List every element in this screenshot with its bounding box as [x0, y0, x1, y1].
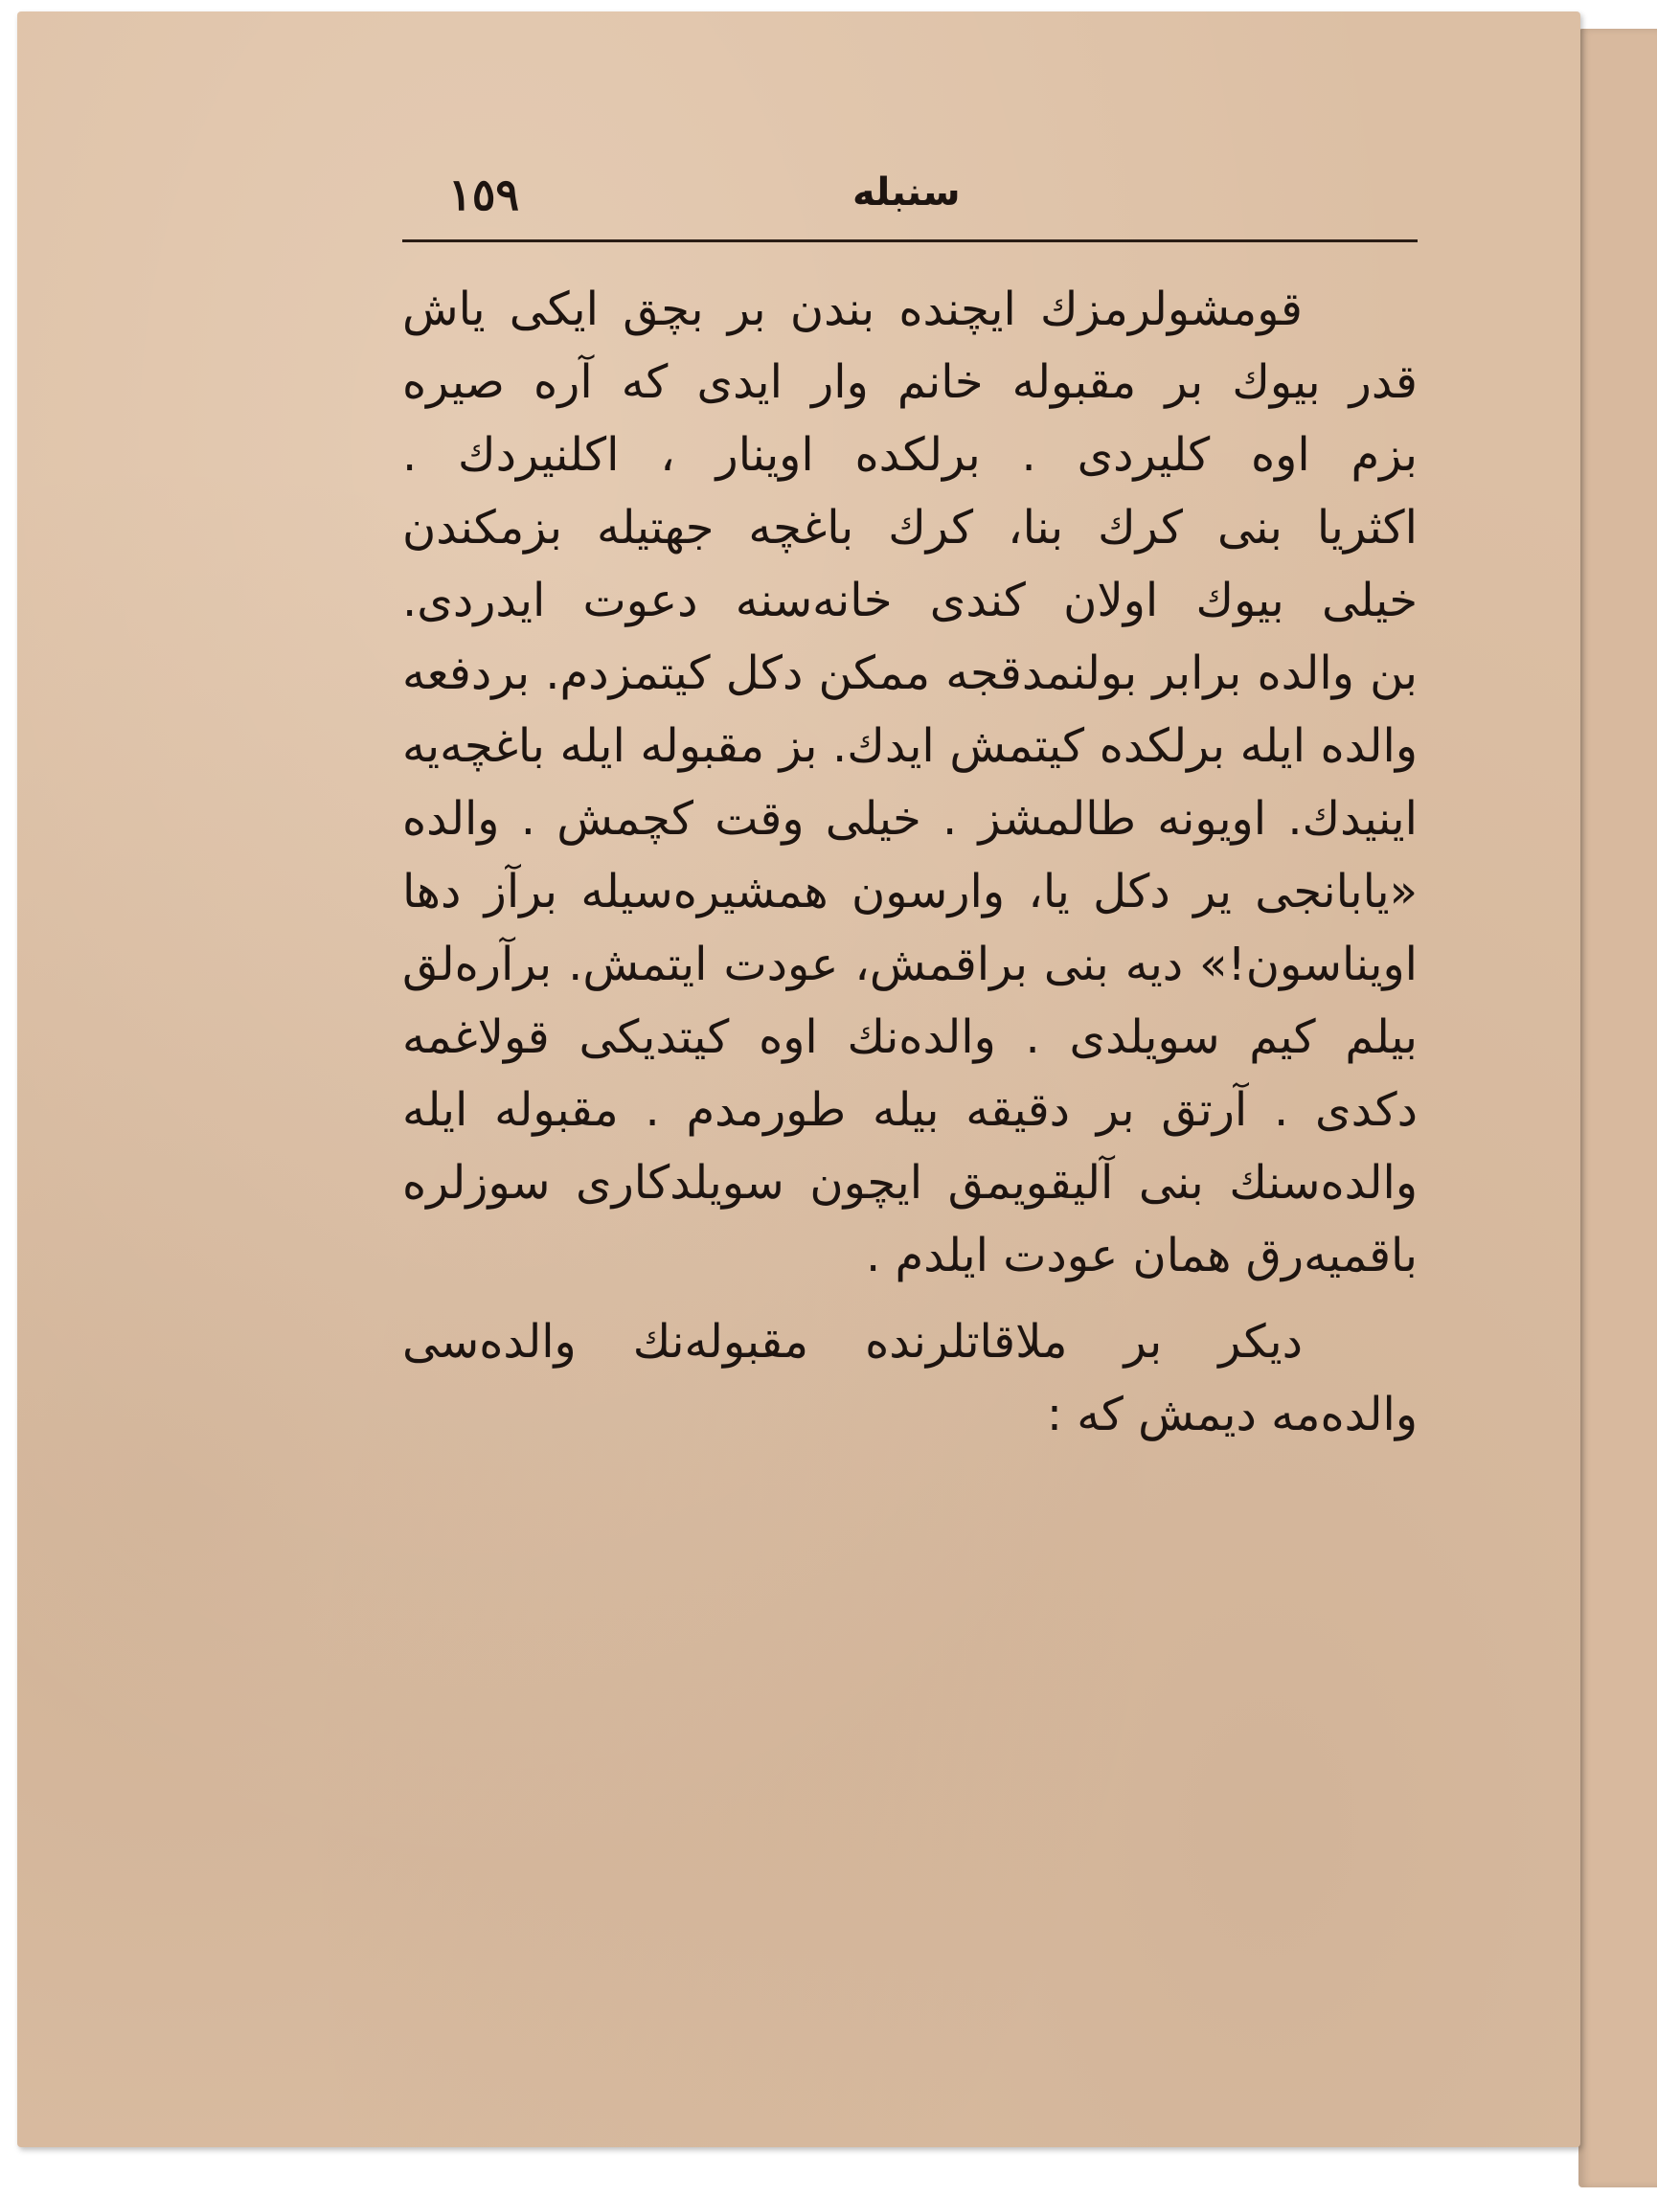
text-line: قدر بیوك بر مقبوله خانم وار ایدی كه آره صیره — [402, 355, 1418, 409]
text-line: اویناسون!» دیه بنی براقمش، عودت ایتمش. برآره‌لق — [402, 938, 1418, 991]
text-line: اینیدك. اویونه طالمشز . خیلی وقت كچمش . والده — [402, 792, 1418, 846]
text-line: دكدی . آرتق بر دقیقه بیله طورمدم . مقبوله ایله — [402, 1083, 1418, 1137]
text-line: قومشولرمزك ایچنده بندن بر بچق ایکی یاش — [402, 283, 1303, 336]
text-line: دیكر بر ملاقاتلرنده مقبوله‌نك والده‌سی — [402, 1315, 1303, 1369]
running-title: سنبله — [852, 170, 961, 215]
paragraph-2 — [402, 1305, 1418, 1451]
text-line: بن والده برابر بولنمدقجه ممكن دكل كیتمزدم. بردفعه — [402, 646, 1418, 700]
text-line: والده‌مه دیمش كه : — [1046, 1388, 1418, 1441]
body-text — [402, 273, 1418, 1920]
text-line: والده‌سنك بنی آلیقویمق ایچون سویلدكاری سوزلره — [402, 1156, 1418, 1210]
text-line: بیلم كیم سویلدی . والده‌نك اوه كیتدیكی قولاغمه — [402, 1010, 1418, 1064]
adjacent-page-edge — [1578, 29, 1657, 2187]
paragraph-gap — [402, 1292, 1418, 1305]
paragraph-1 — [402, 273, 1418, 1292]
text-line: «یابانجی یر دكل یا، وارسون همشیره‌سیله برآز دها — [402, 865, 1418, 918]
text-line: بزم اوه كلیردی . برلكده اوینار ، اكلنیردك . — [402, 428, 1418, 482]
text-line: اكثریا بنی كرك بنا، كرك باغچه جهتیله بزمكندن — [402, 501, 1418, 555]
header-rule — [402, 239, 1418, 242]
text-line: والده ایله برلكده كیتمش ایدك. بز مقبوله ایله باغچه‌یه — [402, 719, 1418, 773]
text-line: باقمیه‌رق همان عودت ایلدم . — [865, 1229, 1418, 1282]
page-header — [402, 163, 1418, 239]
text-line: خیلی بیوك اولان كندی خانه‌سنه دعوت ایدردی. — [402, 574, 1418, 627]
page-number: ١٥٩ — [448, 169, 520, 220]
